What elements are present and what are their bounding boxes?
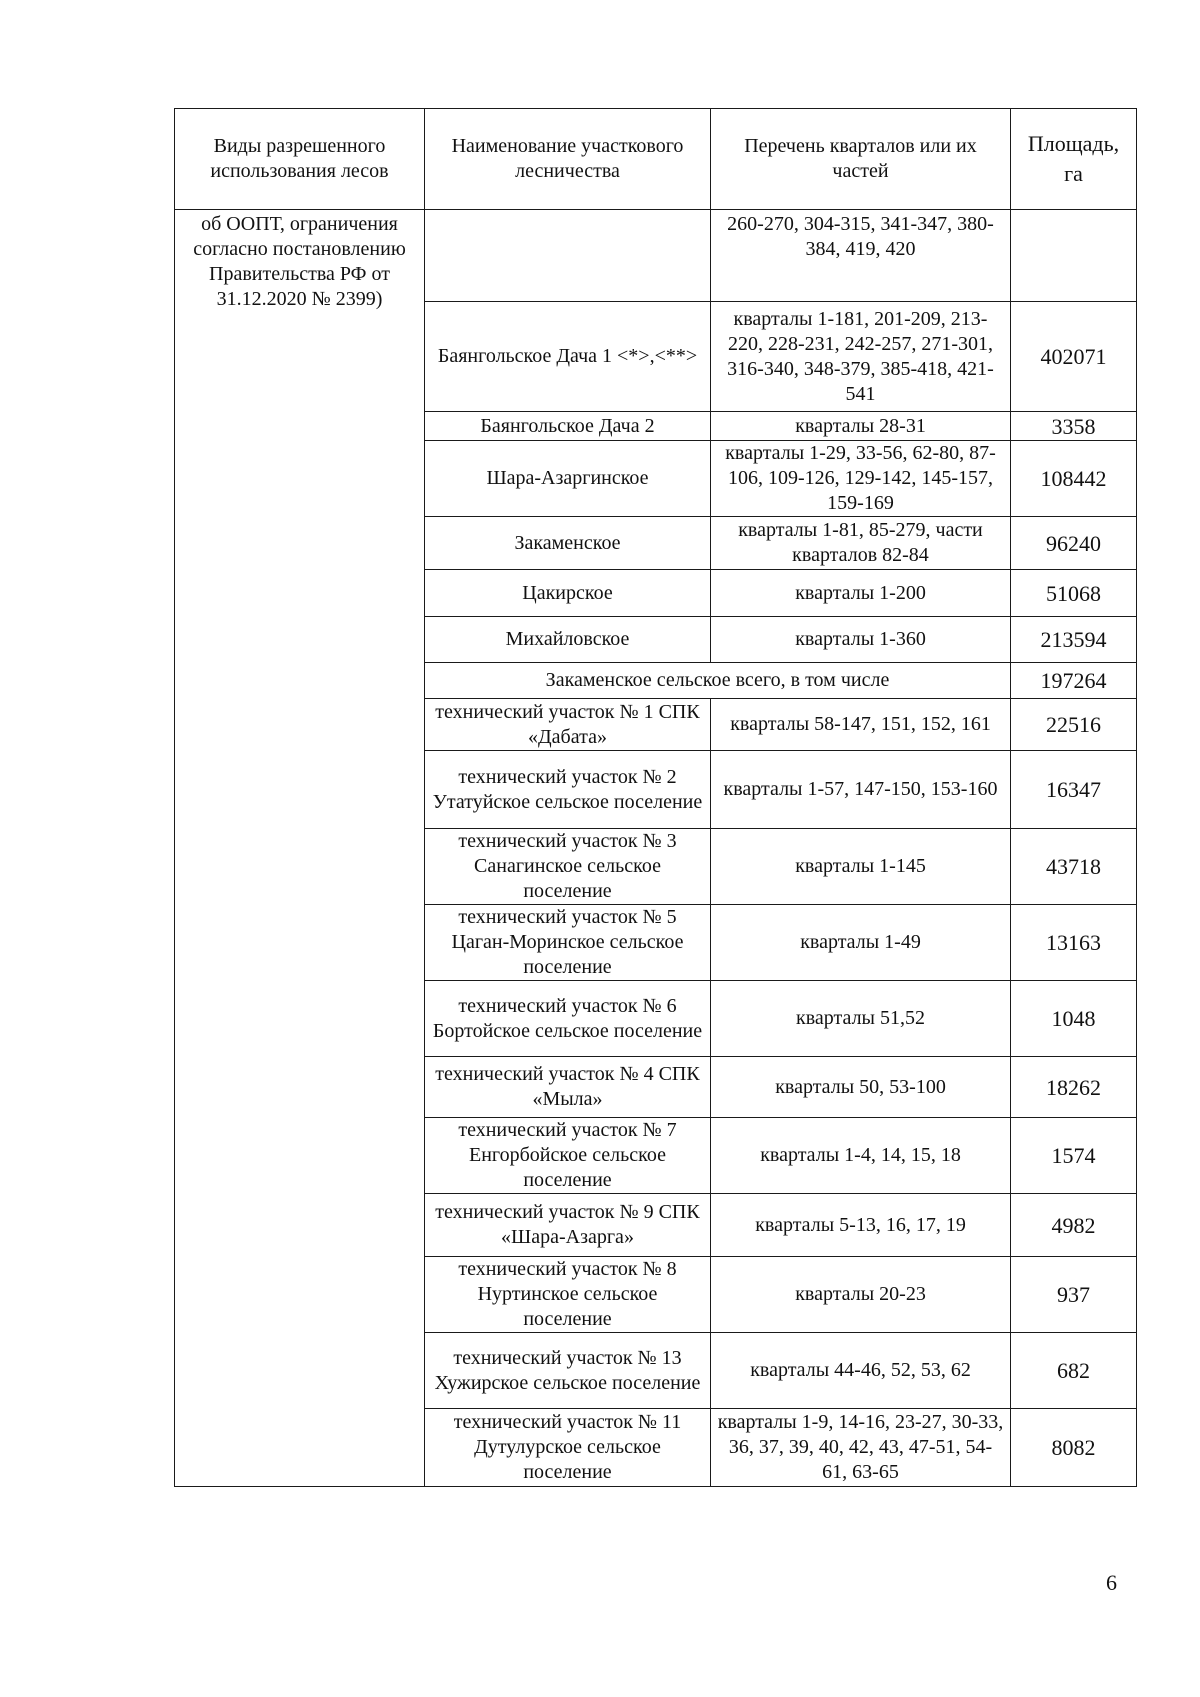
tech-name-cell: технический участок № 13 Хужирское сельское поселение: [425, 1333, 711, 1409]
header-area: Площадь, га: [1011, 109, 1137, 210]
tech-quarters-cell: кварталы 50, 53-100: [711, 1057, 1011, 1118]
area-cell: 96240: [1011, 517, 1137, 570]
tech-name-cell: технический участок № 5 Цаган-Моринское сельское поселение: [425, 905, 711, 981]
quarters-cell: 260-270, 304-315, 341-347, 380-384, 419, 420: [711, 210, 1011, 302]
tech-name-cell: технический участок № 11 Дутулурское сельское поселение: [425, 1409, 711, 1487]
tech-name-cell: технический участок № 7 Енгорбойское сельское поселение: [425, 1118, 711, 1194]
tech-name-cell: технический участок № 3 Санагинское сельское поселение: [425, 829, 711, 905]
tech-area-cell: 16347: [1011, 751, 1137, 829]
tech-quarters-cell: кварталы 44-46, 52, 53, 62: [711, 1333, 1011, 1409]
tech-name-cell: технический участок № 9 СПК «Шара-Азарга»: [425, 1194, 711, 1257]
header-usage-type: Виды разрешенного использования лесов: [175, 109, 425, 210]
tech-area-cell: 937: [1011, 1257, 1137, 1333]
usage-type-cell: об ООПТ, ограничения согласно постановлению Правительства РФ от 31.12.2020 № 2399): [175, 210, 425, 1487]
forestry-name-cell: Михайловское: [425, 617, 711, 663]
area-cell: 213594: [1011, 617, 1137, 663]
tech-name-cell: технический участок № 6 Бортойское сельское поселение: [425, 981, 711, 1057]
area-cell: 51068: [1011, 570, 1137, 617]
tech-name-cell: технический участок № 1 СПК «Дабата»: [425, 699, 711, 751]
tech-quarters-cell: кварталы 20-23: [711, 1257, 1011, 1333]
forestry-name-cell: Шара-Азаргинское: [425, 441, 711, 517]
area-cell: 3358: [1011, 412, 1137, 441]
tech-quarters-cell: кварталы 58-147, 151, 152, 161: [711, 699, 1011, 751]
page-number: 6: [1106, 1570, 1117, 1595]
quarters-cell: кварталы 1-200: [711, 570, 1011, 617]
forestry-name-cell: Баянгольское Дача 2: [425, 412, 711, 441]
tech-quarters-cell: кварталы 1-145: [711, 829, 1011, 905]
tech-area-cell: 4982: [1011, 1194, 1137, 1257]
tech-name-cell: технический участок № 2 Утатуйское сельское поселение: [425, 751, 711, 829]
forestry-name-cell: Баянгольское Дача 1 <*>,<**>: [425, 302, 711, 412]
header-quarters-list: Перечень кварталов или их частей: [711, 109, 1011, 210]
area-cell: 402071: [1011, 302, 1137, 412]
area-cell: 108442: [1011, 441, 1137, 517]
tech-quarters-cell: кварталы 5-13, 16, 17, 19: [711, 1194, 1011, 1257]
quarters-cell: кварталы 1-29, 33-56, 62-80, 87-106, 109-126, 129-142, 145-157, 159-169: [711, 441, 1011, 517]
forestry-name-cell: [425, 210, 711, 302]
tech-quarters-cell: кварталы 1-49: [711, 905, 1011, 981]
tech-quarters-cell: кварталы 1-4, 14, 15, 18: [711, 1118, 1011, 1194]
tech-area-cell: 22516: [1011, 699, 1137, 751]
quarters-cell: кварталы 1-81, 85-279, части кварталов 82-84: [711, 517, 1011, 570]
forestry-name-cell: Закаменское: [425, 517, 711, 570]
subtotal-area: 197264: [1011, 663, 1137, 699]
tech-area-cell: 1574: [1011, 1118, 1137, 1194]
table-row: [175, 210, 1137, 302]
tech-area-cell: 1048: [1011, 981, 1137, 1057]
tech-quarters-cell: кварталы 51,52: [711, 981, 1011, 1057]
tech-name-cell: технический участок № 8 Нуртинское сельское поселение: [425, 1257, 711, 1333]
forestry-name-cell: Цакирское: [425, 570, 711, 617]
tech-name-cell: технический участок № 4 СПК «Мыла»: [425, 1057, 711, 1118]
header-forestry-name: Наименование участкового лесничества: [425, 109, 711, 210]
quarters-cell: кварталы 1-181, 201-209, 213-220, 228-231, 242-257, 271-301, 316-340, 348-379, 385-418, 421-541: [711, 302, 1011, 412]
quarters-cell: кварталы 1-360: [711, 617, 1011, 663]
tech-quarters-cell: кварталы 1-57, 147-150, 153-160: [711, 751, 1011, 829]
tech-area-cell: 18262: [1011, 1057, 1137, 1118]
area-cell: [1011, 210, 1137, 302]
tech-area-cell: 682: [1011, 1333, 1137, 1409]
tech-quarters-cell: кварталы 1-9, 14-16, 23-27, 30-33, 36, 37, 39, 40, 42, 43, 47-51, 54-61, 63-65: [711, 1409, 1011, 1487]
forest-use-table: [174, 108, 1137, 1487]
quarters-cell: кварталы 28-31: [711, 412, 1011, 441]
tech-area-cell: 43718: [1011, 829, 1137, 905]
tech-area-cell: 13163: [1011, 905, 1137, 981]
subtotal-label: Закаменское сельское всего, в том числе: [425, 663, 1011, 699]
table-header-row: [175, 109, 1137, 210]
tech-area-cell: 8082: [1011, 1409, 1137, 1487]
